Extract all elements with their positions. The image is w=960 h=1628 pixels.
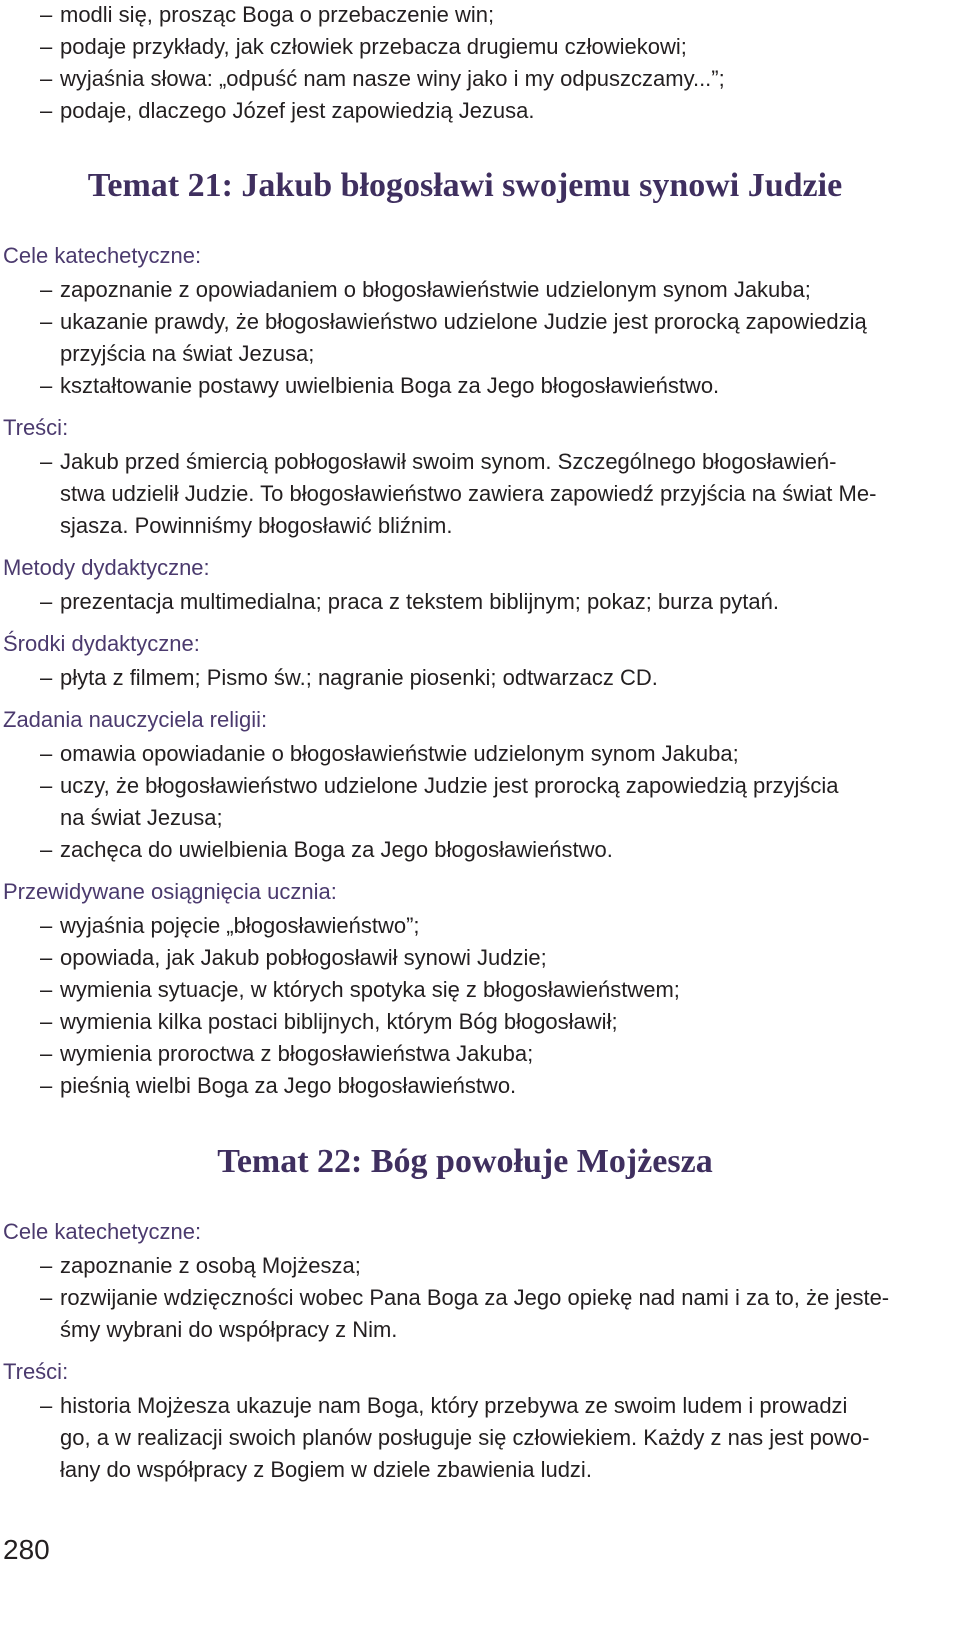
document-page: – modli się, prosząc Boga o przebaczenie win; – podaje przykłady, jak człowiek przebacza drugiemu człowiekowi; – wyjaśnia słowa: „odpuść nam nasze winy jako i my odpuszczamy...”; – podaje, dlaczego Józef jest zapowiedzią Jezusa. Temat 21: Jakub błogosławi swojemu synowi Judzie Cele katechetyczne: – zapoznanie z opowiadaniem o błogosławieństwie udzielonym synom Jakuba; – ukazanie prawdy, że błogosławieństwo udzielone Judzie jest prorocką zapowiedzią przyjścia na świat Jezusa; – kształtowanie postawy uwielbienia Boga za Jego błogosławieństwo. Treści: – Jakub przed śmiercią pobłogosławił swoim synom. Szczególnego błogosławień- stwa udzielił Judzie. To błogosławieństwo zawiera zapowiedź przyjścia na świat Me- sjasza. Powinniśmy błogosławić bliźnim. Metody dydaktyczne: – prezentacja multimedialna; praca z tekstem biblijnym; pokaz; burza pytań. Środki dydaktyczne: – płyta z filmem; Pismo św.; nagranie piosenki; odtwarzacz CD. Zadania nauczyciela religii: – omawia opowiadanie o błogosławieństwie udzielonym synom Jakuba; – uczy, że błogosławieństwo udzielone Judzie jest prorocką zapowiedzią przyjścia na świat Jezusa; – zachęca do uwielbienia Boga za Jego błogosławieństwo. Przewidywane osiągnięcia ucznia: – wyjaśnia pojęcie „błogosławieństwo”; – opowiada, jak Jakub pobłogosławił synowi Judzie; – wymienia sytuacje, w których spotyka się z błogosławieństwem; – wymienia kilka postaci biblijnych, którym Bóg błogosławił; – wymienia proroctwa z błogosławieństwa Jakuba; – pieśnią wielbi Boga za Jego błogosławieństwo. Temat 22: Bóg powołuje Mojżesza Cele katechetyczne: – zapoznanie z osobą Mojżesza; – rozwijanie wdzięczności wobec Pana Boga za Jego opiekę nad nami i za to, że jeste- śmy wybrani do współpracy z Nim. Treści: – historia Mojżesza ukazuje nam Boga, który przebywa ze swoim ludem i prowadzi go, a w realizacji swoich planów posługuje się człowiekiem. Każdy z nas jest powo- łany do współpracy z Bogiem w dziele zbawienia ludzi. 280 [0, 0, 960, 1628]
cele-heading: Cele katechetyczne: [3, 1219, 202, 1244]
osiagniecia-heading: Przewidywane osiągnięcia ucznia: [3, 879, 337, 904]
page-number: 280 [3, 1534, 50, 1565]
topic-21-title: Temat 21: Jakub błogosławi swojemu synowi Judzie [87, 167, 843, 204]
zadania-heading: Zadania nauczyciela religii: [3, 707, 268, 732]
srodki-heading: Środki dydaktyczne: [3, 631, 200, 656]
tresci-heading: Treści: [3, 415, 69, 440]
metody-heading: Metody dydaktyczne: [3, 555, 210, 580]
cele-heading: Cele katechetyczne: [3, 243, 202, 268]
topic-22-title: Temat 22: Bóg powołuje Mojżesza [217, 1143, 713, 1180]
tresci-heading: Treści: [3, 1359, 69, 1384]
